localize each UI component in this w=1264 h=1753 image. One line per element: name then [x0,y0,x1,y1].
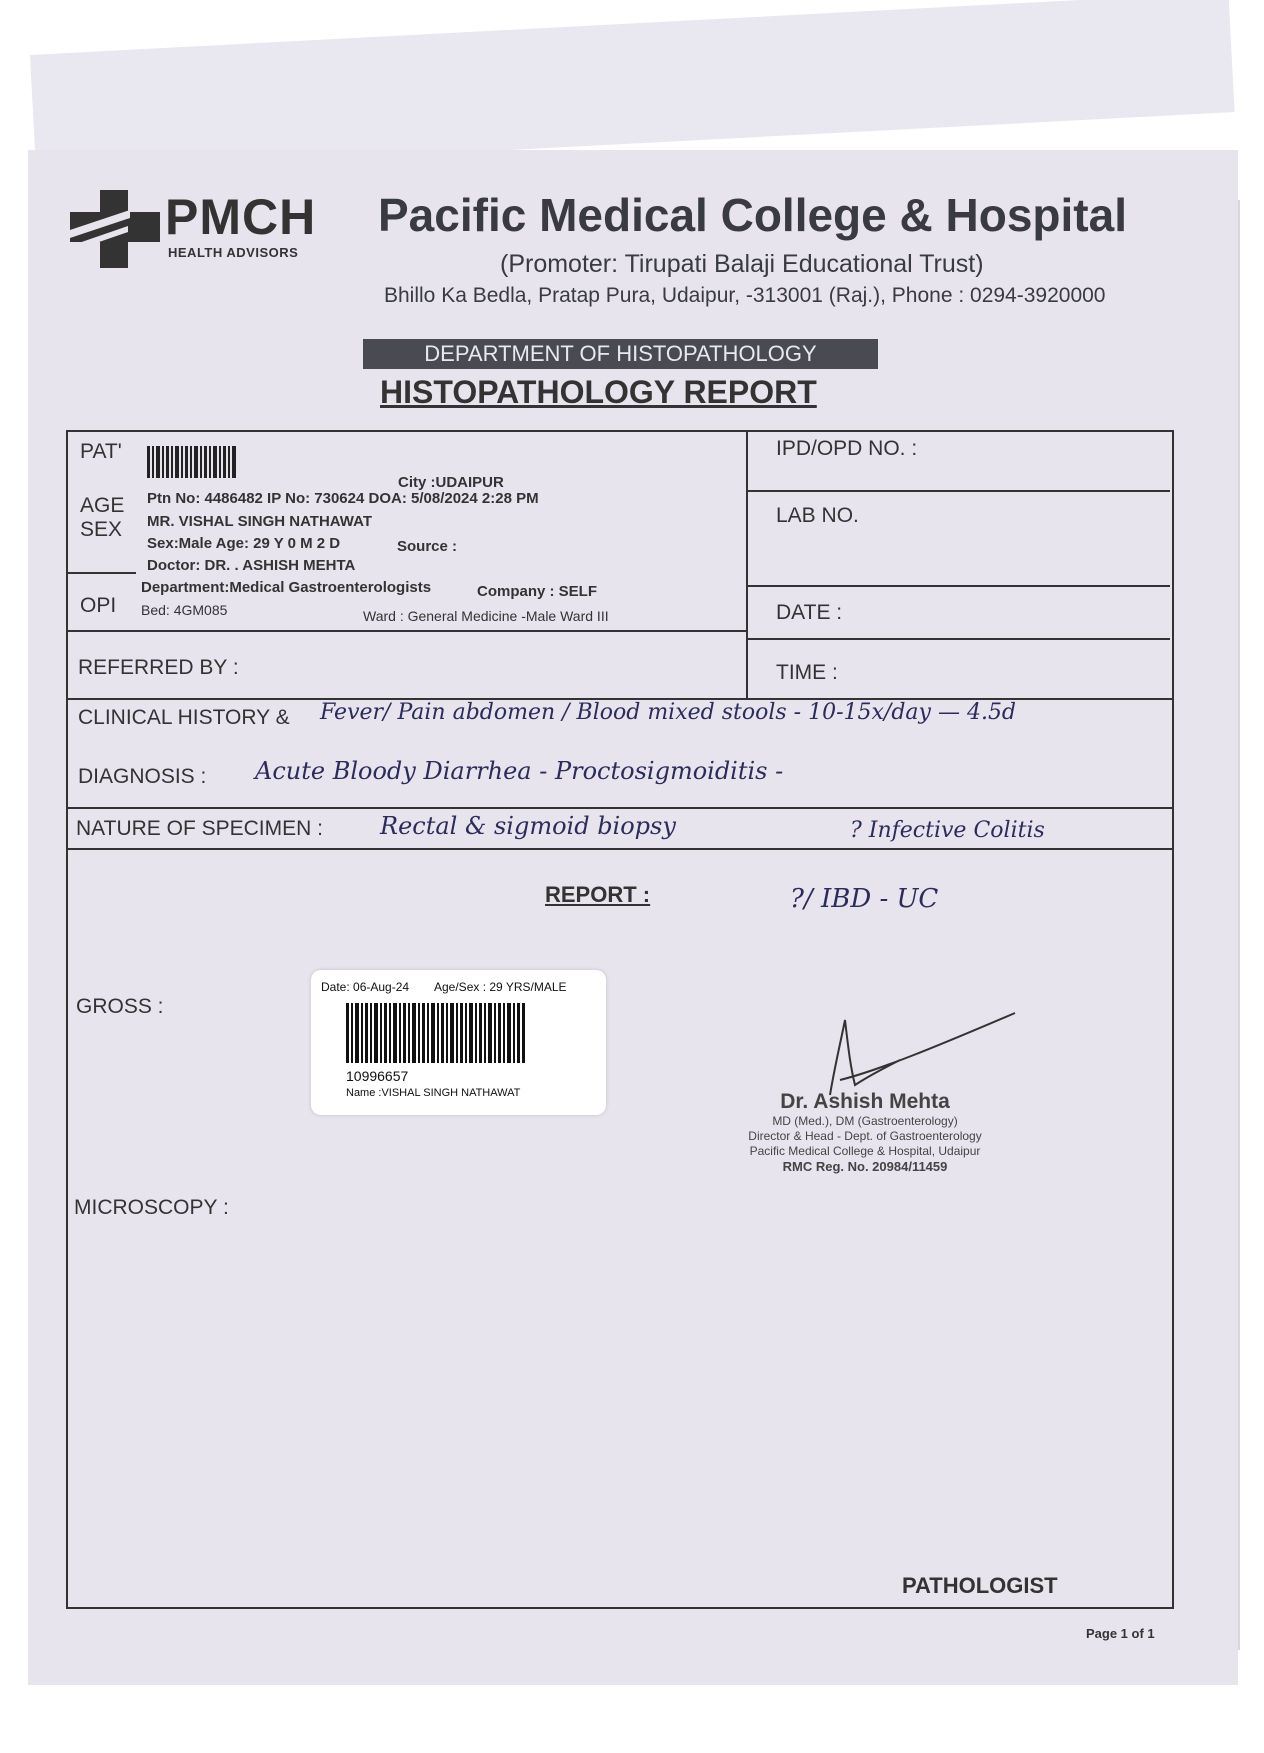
specimen-barcode-label [311,970,606,1115]
form-divider [66,807,1172,809]
specimen-barcode [346,1003,526,1063]
hospital-promoter: (Promoter: Tirupati Balaji Educational Trust) [500,250,984,278]
stamp-institution: Pacific Medical College & Hospital, Udaipur [749,1144,981,1158]
age-label: AGE [80,494,125,517]
sex-label: SEX [80,518,123,541]
back-sheet [30,0,1235,175]
sticker-doctor: Doctor: DR. . ASHISH MEHTA [147,557,356,574]
form-divider [746,490,1170,492]
stamp-qualification: MD (Med.), DM (Gastroenterology) [772,1114,958,1128]
barcode-patient-name: Name :VISHAL SINGH NATHAWAT [346,1087,521,1099]
referred-by-label: REFERRED BY : [78,656,239,679]
patient-label: PAT' [80,440,122,463]
pmch-logo [70,190,320,270]
nature-of-specimen-label: NATURE OF SPECIMEN : [76,817,323,840]
form-divider [66,572,136,574]
clinical-history-label: CLINICAL HISTORY & [78,706,290,729]
hospital-name: Pacific Medical College & Hospital [378,189,1127,241]
date-label: DATE : [776,601,843,624]
lab-no-label: LAB NO. [776,504,859,527]
report-handwritten: ?/ IBD - UC [790,884,939,914]
hospital-address: Bhillo Ka Bedla, Pratap Pura, Udaipur, -313001 (Raj.), Phone : 0294-3920000 [384,284,1106,307]
sticker-patient-name: MR. VISHAL SINGH NATHAWAT [147,513,372,530]
barcode-number: 10996657 [346,1068,409,1084]
sticker-company: Company : SELF [477,583,598,600]
report-label: REPORT : [545,882,651,907]
report-title: HISTOPATHOLOGY REPORT [380,374,817,410]
sticker-city: City :UDAIPUR [398,474,504,491]
sticker-sex-age: Sex:Male Age: 29 Y 0 M 2 D [147,535,341,552]
medical-cross-icon [70,190,160,268]
sticker-bed: Bed: 4GM085 [141,602,228,618]
doctor-stamp [715,1090,1015,1200]
gross-label: GROSS : [76,995,164,1018]
clinical-history-handwritten: Fever/ Pain abdomen / Blood mixed stools - 10-15x/day — 4.5d [320,700,1017,725]
microscopy-label: MICROSCOPY : [74,1196,229,1219]
sticker-barcode [147,446,239,478]
specimen-handwritten: Rectal & sigmoid biopsy [380,812,676,840]
diagnosis-label: DIAGNOSIS : [78,765,207,788]
department-banner: DEPARTMENT OF HISTOPATHOLOGY [363,339,878,369]
logo-name: PMCH [165,189,317,245]
barcode-date: Date: 06-Aug-24 [321,980,410,994]
ipd-opd-label: IPD/OPD NO. : [776,437,918,460]
form-divider [746,430,748,700]
patient-sticker [135,440,735,640]
logo-tagline: HEALTH ADVISORS [168,245,299,260]
stamp-position: Director & Head - Dept. of Gastroenterology [748,1129,982,1143]
form-divider [746,638,1170,640]
pathologist-label: PATHOLOGIST [902,1573,1058,1598]
form-divider [66,848,1172,850]
stamp-registration: RMC Reg. No. 20984/11459 [782,1159,948,1174]
sticker-source: Source : [397,538,458,555]
barcode-age-sex: Age/Sex : 29 YRS/MALE [434,980,567,994]
opd-label: OPI [80,594,117,617]
form-divider [746,585,1170,587]
sticker-ward: Ward : General Medicine -Male Ward III [363,608,609,624]
specimen-handwritten-query: ? Infective Colitis [850,818,1045,843]
page-number: Page 1 of 1 [1086,1626,1155,1641]
time-label: TIME : [776,661,838,684]
sticker-department: Department:Medical Gastroenterologists [141,579,432,596]
diagnosis-handwritten: Acute Bloody Diarrhea - Proctosigmoiditis - [255,757,784,785]
stamp-doctor-name: Dr. Ashish Mehta [780,1090,950,1113]
sticker-ptn-line: Ptn No: 4486482 IP No: 730624 DOA: 5/08/2024 2:28 PM [147,490,539,507]
